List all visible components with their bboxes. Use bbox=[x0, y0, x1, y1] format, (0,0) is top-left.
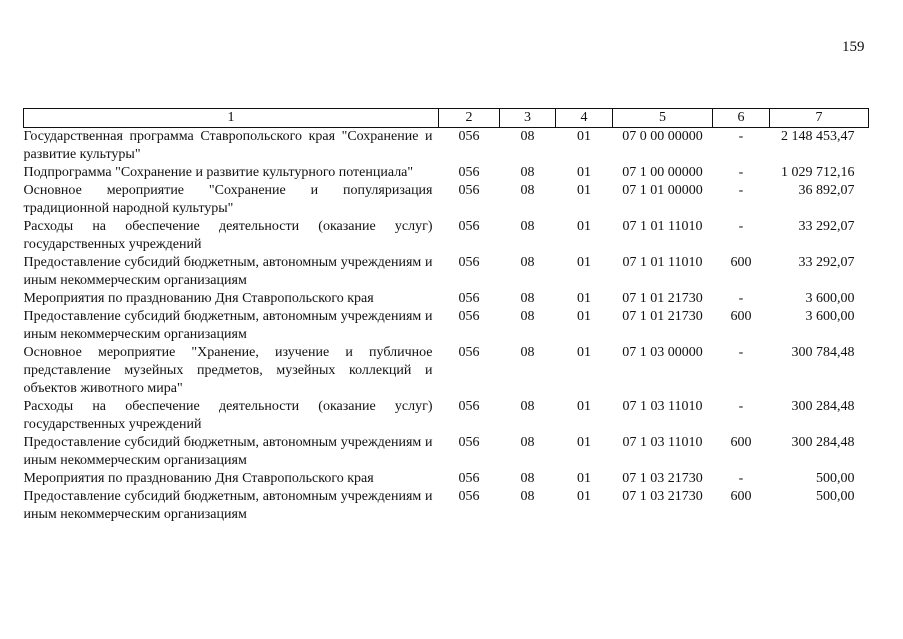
row-col-3: 08 bbox=[520, 471, 535, 486]
row-col-2: 056 bbox=[458, 183, 480, 198]
row-col-4: 01 bbox=[577, 165, 591, 180]
row-col-2: 056 bbox=[458, 129, 480, 144]
row-col-5: 07 0 00 00000 bbox=[622, 129, 703, 144]
row-col-6: - bbox=[738, 165, 744, 180]
row-col-3: 08 bbox=[520, 183, 535, 198]
table-row bbox=[24, 344, 869, 398]
row-col-5: 07 1 01 11010 bbox=[622, 255, 703, 270]
row-col-5: 07 1 03 11010 bbox=[622, 435, 703, 450]
header-col-4: 4 bbox=[556, 109, 613, 128]
row-col-2: 056 bbox=[458, 399, 480, 414]
row-col-3: 08 bbox=[520, 345, 535, 360]
row-col-4: 01 bbox=[577, 471, 591, 486]
table-row bbox=[24, 434, 869, 470]
header-col-6: 6 bbox=[713, 109, 770, 128]
row-col-2: 056 bbox=[458, 255, 480, 270]
row-name: Основное мероприятие "Сохранение и популяризация традиционной народной культуры" bbox=[23, 183, 433, 216]
row-col-5: 07 1 03 11010 bbox=[622, 399, 703, 414]
row-col-3: 08 bbox=[520, 129, 535, 144]
table-row bbox=[24, 218, 869, 254]
row-amount: 33 292,07 bbox=[798, 219, 855, 234]
row-name: Расходы на обеспечение деятельности (оказание услуг) государственных учреждений bbox=[23, 399, 433, 432]
header-col-2: 2 bbox=[439, 109, 500, 128]
row-col-4: 01 bbox=[577, 309, 591, 324]
row-col-6: 600 bbox=[730, 489, 752, 504]
row-amount: 3 600,00 bbox=[805, 309, 855, 324]
row-col-4: 01 bbox=[577, 219, 591, 234]
row-col-2: 056 bbox=[458, 291, 480, 306]
row-amount: 300 284,48 bbox=[791, 435, 855, 450]
row-col-6: - bbox=[738, 219, 744, 234]
row-col-2: 056 bbox=[458, 345, 480, 360]
row-name: Предоставление субсидий бюджетным, автономным учреждениям и иным некоммерческим организациям bbox=[23, 435, 433, 468]
row-col-2: 056 bbox=[458, 471, 480, 486]
row-name: Основное мероприятие "Хранение, изучение и публичное представление музейных предметов, музейных коллекций и объектов животного мира" bbox=[23, 345, 433, 396]
row-name: Предоставление субсидий бюджетным, автономным учреждениям и иным некоммерческим организациям bbox=[23, 309, 433, 342]
row-col-5: 07 1 03 21730 bbox=[622, 489, 703, 504]
row-col-6: - bbox=[738, 291, 744, 306]
budget-table bbox=[23, 108, 869, 524]
table-row bbox=[24, 164, 869, 182]
row-col-4: 01 bbox=[577, 129, 591, 144]
row-col-3: 08 bbox=[520, 399, 535, 414]
header-col-3: 3 bbox=[500, 109, 556, 128]
table-row bbox=[24, 254, 869, 290]
row-col-6: - bbox=[738, 471, 744, 486]
row-col-6: - bbox=[738, 345, 744, 360]
row-amount: 300 784,48 bbox=[791, 345, 855, 360]
row-col-3: 08 bbox=[520, 435, 535, 450]
row-col-6: 600 bbox=[730, 255, 752, 270]
row-amount: 36 892,07 bbox=[798, 183, 855, 198]
row-amount: 1 029 712,16 bbox=[781, 165, 855, 180]
row-col-5: 07 1 01 21730 bbox=[622, 309, 703, 324]
header-row bbox=[24, 109, 869, 128]
row-name: Мероприятия по празднованию Дня Ставропольского края bbox=[23, 471, 374, 486]
table-row bbox=[24, 182, 869, 218]
row-name: Предоставление субсидий бюджетным, автономным учреждениям и иным некоммерческим организациям bbox=[23, 255, 433, 288]
row-col-2: 056 bbox=[458, 309, 480, 324]
row-col-6: - bbox=[738, 129, 744, 144]
row-col-4: 01 bbox=[577, 255, 591, 270]
row-name: Государственная программа Ставропольского края "Сохранение и развитие культуры" bbox=[23, 129, 433, 162]
table-row bbox=[24, 290, 869, 308]
row-col-2: 056 bbox=[458, 165, 480, 180]
row-col-4: 01 bbox=[577, 345, 591, 360]
row-col-4: 01 bbox=[577, 489, 591, 504]
row-col-4: 01 bbox=[577, 435, 591, 450]
row-col-6: 600 bbox=[730, 435, 752, 450]
row-col-5: 07 1 01 21730 bbox=[622, 291, 703, 306]
row-col-5: 07 1 03 21730 bbox=[622, 471, 703, 486]
row-amount: 300 284,48 bbox=[791, 399, 855, 414]
row-col-6: - bbox=[738, 183, 744, 198]
table-row bbox=[24, 398, 869, 434]
row-col-5: 07 1 01 00000 bbox=[622, 183, 703, 198]
row-col-3: 08 bbox=[520, 165, 535, 180]
row-col-6: - bbox=[738, 399, 744, 414]
row-col-6: 600 bbox=[730, 309, 752, 324]
page-number: 159 bbox=[842, 39, 865, 55]
row-amount: 2 148 453,47 bbox=[781, 129, 855, 144]
row-col-3: 08 bbox=[520, 489, 535, 504]
row-col-2: 056 bbox=[458, 219, 480, 234]
table-row bbox=[24, 128, 869, 165]
row-name: Предоставление субсидий бюджетным, автономным учреждениям и иным некоммерческим организациям bbox=[23, 489, 433, 522]
row-col-5: 07 1 00 00000 bbox=[622, 165, 703, 180]
header-col-1: 1 bbox=[24, 109, 439, 128]
row-amount: 3 600,00 bbox=[805, 291, 855, 306]
header-col-7: 7 bbox=[770, 109, 869, 128]
row-col-2: 056 bbox=[458, 489, 480, 504]
header-col-5: 5 bbox=[613, 109, 713, 128]
row-col-3: 08 bbox=[520, 291, 535, 306]
row-amount: 500,00 bbox=[816, 489, 855, 504]
row-col-2: 056 bbox=[458, 435, 480, 450]
row-col-3: 08 bbox=[520, 309, 535, 324]
row-col-5: 07 1 01 11010 bbox=[622, 219, 703, 234]
row-col-5: 07 1 03 00000 bbox=[622, 345, 703, 360]
row-name: Мероприятия по празднованию Дня Ставропольского края bbox=[23, 291, 374, 306]
table-row bbox=[24, 308, 869, 344]
row-amount: 500,00 bbox=[816, 471, 855, 486]
row-col-3: 08 bbox=[520, 255, 535, 270]
row-name: Подпрограмма "Сохранение и развитие культурного потенциала" bbox=[23, 165, 414, 180]
row-col-3: 08 bbox=[520, 219, 535, 234]
row-amount: 33 292,07 bbox=[798, 255, 855, 270]
row-col-4: 01 bbox=[577, 291, 591, 306]
table-row bbox=[24, 488, 869, 524]
table-row bbox=[24, 470, 869, 488]
row-name: Расходы на обеспечение деятельности (оказание услуг) государственных учреждений bbox=[23, 219, 433, 252]
row-col-4: 01 bbox=[577, 399, 591, 414]
row-col-4: 01 bbox=[577, 183, 591, 198]
